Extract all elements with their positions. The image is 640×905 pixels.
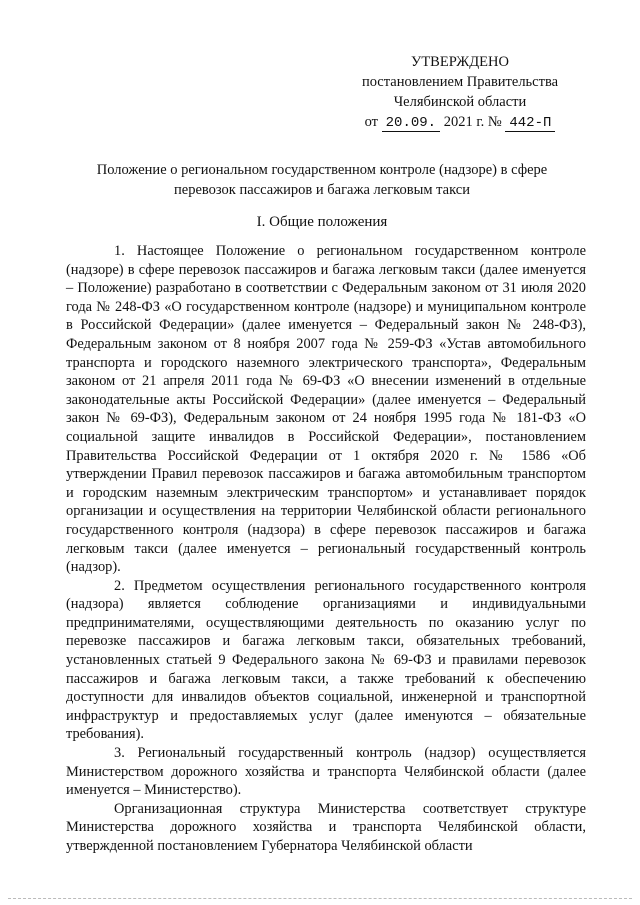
approval-resolution-line: постановлением Правительства bbox=[361, 74, 559, 90]
date-value: 20.09. bbox=[382, 115, 440, 132]
section-heading: I. Общие положения bbox=[256, 214, 388, 230]
paragraph-1: 1. Настоящее Положение о региональном государственном контроле (надзоре) в сфере перевозок пассажиров и багажа легковым такси (далее именуется – Положение) разработано в соответствии с Федеральным законом от 31 июля 2020 года № 248-ФЗ «О государственном контроле (надзоре) и муниципальном контроле в Российской Федерации» (далее именуется – Федеральный закон № 248-ФЗ), Федеральным законом от 8 ноября 2007 года № 259-ФЗ «Устав автомобильного транспорта и городского наземного электрического транспорта», Федеральным законом от 21 апреля 2011 года № 69-ФЗ «О внесении изменений в отдельные законодательные акты Российской Федерации» (далее именуется – Федеральный закон № 69-ФЗ), Федеральным законом от 24 ноября 1995 года № 181-ФЗ «О социальной защите инвалидов в Российской Федерации», постановлением Правительства Российской Федерации от 1 октября 2020 г. № 1586 «Об утверждении Правил перевозок пассажиров и багажа автомобильным транспортом и городским наземным электрическим транспортом» и устанавливает порядок организации и осуществления на территории Челябинской области регионального государственного контроля (надзора) в сфере перевозок пассажиров и багажа легковым такси (далее именуется – региональный государственный контроль (надзор). bbox=[66, 243, 586, 576]
paragraph-2: 2. Предметом осуществления регионального государственного контроля (надзора) является соблюдение организациями и индивидуальными предпринимателями, осуществляющими деятельность по оказанию услуг по перевозке пассажиров и багажа легковым такси, обязательных требований, установленных статьей 9 Федерального закона № 69-ФЗ и правилами перевозок пассажиров и багажа легковым такси, а также требований к обеспечению доступности для инвалидов объектов социальной, инженерной и транспортной инфраструктур и предоставляемых услуг (далее именуются – обязательные требования). bbox=[66, 577, 586, 743]
document-number: 442-П bbox=[505, 115, 555, 132]
date-prefix: от bbox=[364, 114, 379, 130]
document-title: Положение о региональном государственном контроле (надзоре) в сфере перевозок пассажиров и багажа легковым такси bbox=[96, 162, 548, 198]
approval-heading: УТВЕРЖДЕНО bbox=[411, 54, 509, 70]
paragraph-3: 3. Региональный государственный контроль (надзор) осуществляется Министерством дорожного хозяйства и транспорта Челябинской области (далее именуется – Министерство). bbox=[66, 745, 586, 799]
approval-region-line: Челябинской области bbox=[393, 94, 527, 110]
page-bottom-divider bbox=[8, 898, 632, 899]
paragraph-4: Организационная структура Министерства соответствует структуре Министерства дорожного хозяйства и транспорта Челябинской области, утвержденной постановлением Губернатора Челябинской области bbox=[66, 800, 586, 854]
approval-stamp bbox=[340, 52, 580, 133]
document-body bbox=[66, 242, 586, 856]
approval-date-line bbox=[340, 112, 580, 133]
year-text: 2021 г. № bbox=[443, 114, 502, 130]
